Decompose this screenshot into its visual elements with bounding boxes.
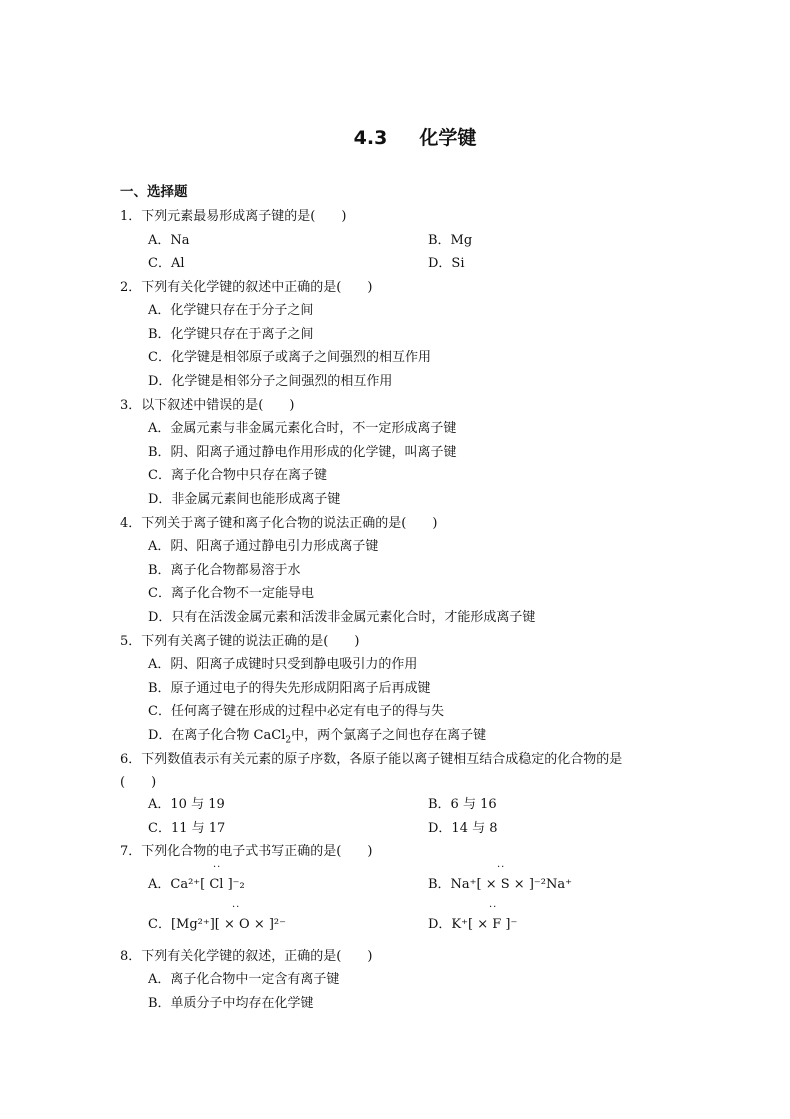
question-1-option-a: A．Na: [148, 233, 190, 248]
question-8-stem: 8．下列有关化学键的叙述，正确的是( ): [120, 949, 373, 964]
question-2-stem: 2．下列有关化学键的叙述中正确的是( ): [120, 280, 373, 295]
question-7-option-d: D．K⁺[ × F ]⁻: [428, 917, 518, 932]
question-5-option-b: B．原子通过电子的得失先形成阴阳离子后再成键: [148, 681, 431, 696]
question-5-option-d-pre: D．在离子化合物 CaCl: [148, 728, 286, 743]
question-6-stem-continued: ( ): [120, 775, 157, 790]
question-1-option-c: C．Al: [148, 256, 185, 271]
question-5-stem: 5．下列有关离子键的说法正确的是( ): [120, 634, 360, 649]
title-text: 化学键: [419, 127, 477, 149]
question-1-option-b: B．Mg: [428, 233, 473, 248]
title-number: 4.3: [353, 127, 388, 149]
electron-dots-cl: ··: [213, 862, 222, 873]
question-5-option-c: C．任何离子键在形成的过程中必定有电子的得与失: [148, 704, 444, 719]
electron-dots-s: ··: [497, 862, 506, 873]
question-6-option-b: B．6 与 16: [428, 797, 497, 812]
question-2-option-c: C．化学键是相邻原子或离子之间强烈的相互作用: [148, 350, 431, 365]
section-heading: 一、选择题: [120, 184, 188, 200]
question-4-option-c: C．离子化合物不一定能导电: [148, 586, 314, 601]
question-1-stem: 1．下列元素最易形成离子键的是( ): [120, 209, 347, 224]
question-2-option-d: D．化学键是相邻分子之间强烈的相互作用: [148, 374, 393, 389]
question-5-option-d-post: 中，两个氯离子之间也存在离子键: [291, 728, 487, 743]
page-title: [0, 123, 790, 150]
question-4-option-a: A．阴、阳离子通过静电引力形成离子键: [148, 539, 379, 554]
question-4-option-d: D．只有在活泼金属元素和活泼非金属元素化合时，才能形成离子键: [148, 610, 536, 625]
question-5-option-a: A．阴、阳离子成键时只受到静电吸引力的作用: [148, 657, 418, 672]
subscript-2: 2: [285, 735, 292, 746]
question-8-option-a: A．离子化合物中一定含有离子键: [148, 972, 340, 987]
question-3-option-a: A．金属元素与非金属元素化合时，不一定形成离子键: [148, 421, 457, 436]
question-3-option-d: D．非金属元素间也能形成离子键: [148, 492, 341, 507]
question-3-option-b: B．阴、阳离子通过静电作用形成的化学键，叫离子键: [148, 445, 457, 460]
question-6-option-c: C．11 与 17: [148, 821, 226, 836]
question-1-option-d: D．Si: [428, 256, 465, 271]
question-7-stem: 7．下列化合物的电子式书写正确的是( ): [120, 844, 373, 859]
question-7-option-c: C．[Mg²⁺][ × O × ]²⁻: [148, 917, 286, 932]
question-6-stem: 6．下列数值表示有关元素的原子序数，各原子能以离子键相互结合成稳定的化合物的是: [120, 752, 623, 767]
question-6-option-d: D．14 与 8: [428, 821, 498, 836]
question-7-option-a: A．Ca²⁺[ Cl ]⁻₂: [148, 877, 245, 892]
question-5-option-d: [148, 724, 487, 746]
electron-dots-f: ··: [489, 902, 498, 913]
question-3-stem: 3．以下叙述中错误的是( ): [120, 398, 295, 413]
question-2-option-b: B．化学键只存在于离子之间: [148, 327, 314, 342]
question-7-option-b: B．Na⁺[ × S × ]⁻²Na⁺: [428, 877, 572, 892]
question-6-option-a: A．10 与 19: [148, 797, 225, 812]
question-3-option-c: C．离子化合物中只存在离子键: [148, 468, 327, 483]
question-4-stem: 4．下列关于离子键和离子化合物的说法正确的是( ): [120, 516, 438, 531]
question-8-option-b: B．单质分子中均存在化学键: [148, 996, 314, 1011]
question-2-option-a: A．化学键只存在于分子之间: [148, 303, 314, 318]
electron-dots-o: ··: [232, 902, 241, 913]
question-4-option-b: B．离子化合物都易溶于水: [148, 563, 301, 578]
